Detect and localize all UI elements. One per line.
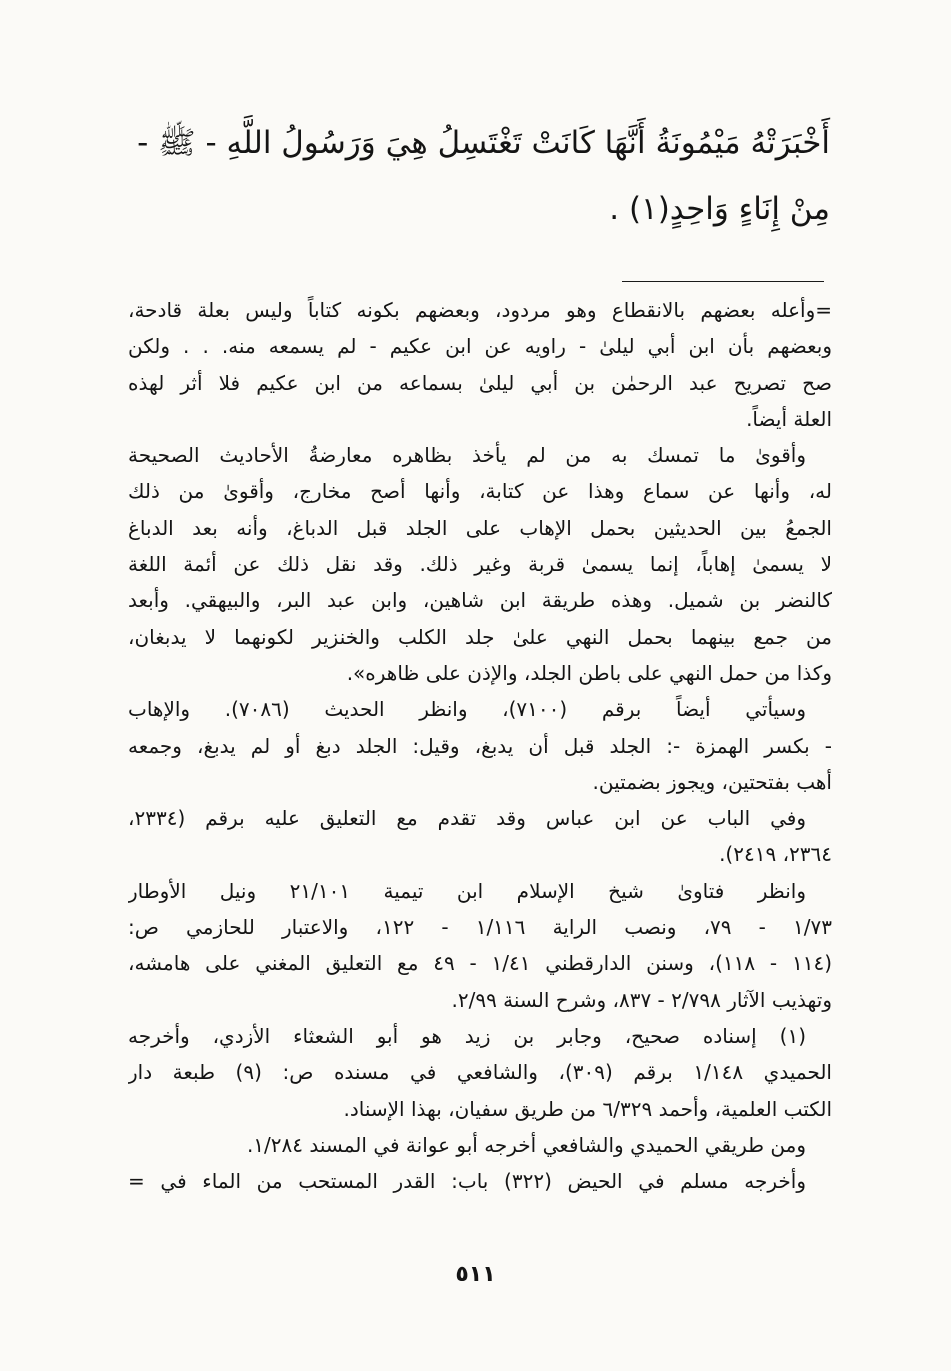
footnote-line: - بكسر الهمزة -: الجلد قبل أن يدبغ، وقيل: الجلد دبغ أو لم يدبغ، وجمعه xyxy=(128,733,832,758)
footnote-line: لا يسمىٰ إهاباً، إنما يسمىٰ قربة وغير ذلك. وقد نقل ذلك عن أئمة اللغة xyxy=(128,552,832,577)
footnote-line: من جمع بينهما بحمل النهي علىٰ جلد الكلب والخنزير لكونهما لا يدبغان، xyxy=(128,624,832,649)
footnote-paragraph xyxy=(128,800,832,873)
hadith-text xyxy=(130,110,830,242)
footnote-line: صح تصريح عبد الرحمٰن بن أبي ليلىٰ بسماعه من ابن عكيم فلا أثر لهذه xyxy=(128,370,832,395)
footnote-line: ١/٧٣ - ٧٩، ونصب الراية ١/١١٦ - ١٢٢، والاعتبار للحازمي ص: xyxy=(128,915,832,940)
footnotes xyxy=(128,292,832,1199)
footnote-line: وأخرجه مسلم في الحيض (٣٢٢) باب: القدر المستحب من الماء في = xyxy=(128,1169,807,1194)
footnote-paragraph xyxy=(128,1018,832,1127)
footnote-line: وفي الباب عن ابن عباس وقد تقدم مع التعليق عليه برقم (٢٣٣٤، xyxy=(128,806,806,831)
footnote-separator xyxy=(622,281,824,282)
footnote-line: العلة أيضاً. xyxy=(746,406,832,431)
footnote-line: أهب بفتحتين، ويجوز بضمتين. xyxy=(592,769,832,794)
footnote-line: الكتب العلمية، وأحمد ٦/٣٢٩ من طريق سفيان، بهذا الإسناد. xyxy=(343,1096,832,1121)
footnote-line: =وأعله بعضهم بالانقطاع وهو مردود، وبعضهم بكونه كتاباً وليس بعلة قادحة، xyxy=(128,298,832,322)
footnote-paragraph xyxy=(128,1163,832,1199)
footnote-line: الحميدي ١/١٤٨ برقم (٣٠٩)، والشافعي في مسنده ص: (٩) طبعة دار xyxy=(128,1060,832,1085)
footnote-line: وأقوىٰ ما تمسك به من لم يأخذ بظاهره معارضةُ الأحاديث الصحيحة xyxy=(128,443,806,468)
footnote-line: (١١٤ - ١١٨)، وسنن الدارقطني ١/٤١ - ٤٩ مع التعليق المغني على هامشه، xyxy=(128,951,832,976)
footnote-line: ٢٣٦٤، ٢٤١٩). xyxy=(719,842,832,867)
footnote-line: ومن طريقي الحميدي والشافعي أخرجه أبو عوانة في المسند ١/٢٨٤. xyxy=(246,1132,806,1157)
footnote-line: له، وأنها عن سماع وهذا عن كتابة، وأنها أصح مخارج، وأقوىٰ من ذلك xyxy=(128,479,832,504)
footnote-line: الجمعُ بين الحديثين بحمل الإهاب على الجلد قبل الدباغ، وأنه بعد الدباغ xyxy=(128,515,832,540)
hadith-line: أَخْبَرَتْهُ مَيْمُونَةُ أَنَّهَا كَانَتْ تَغْتَسِلُ هِيَ وَرَسُولُ اللَّهِ - ﷺ - xyxy=(137,125,830,161)
footnote-line: كالنضر بن شميل. وهذه طريقة ابن شاهين، وابن عبد البر، والبيهقي. وأبعد xyxy=(128,588,832,613)
footnote-line: وبعضهم بأن ابن أبي ليلىٰ - راويه عن ابن عكيم - لم يسمعه منه. . . ولكن xyxy=(128,334,832,359)
footnote-paragraph xyxy=(128,292,832,437)
footnote-line: وانظر فتاوىٰ شيخ الإسلام ابن تيمية ٢١/١٠١ ونيل الأوطار xyxy=(128,878,806,903)
page-number: ٥١١ xyxy=(455,1262,496,1287)
footnote-line: وتهذيب الآثار ٢/٧٩٨ - ٨٣٧، وشرح السنة ٢/٩٩. xyxy=(451,987,832,1012)
footnote-paragraph xyxy=(128,437,832,691)
footnote-paragraph xyxy=(128,873,832,1018)
footnote-paragraph xyxy=(128,691,832,800)
hadith-line: مِنْ إِنَاءٍ وَاحِدٍ(١) . xyxy=(609,191,830,227)
footnote-line: وكذا من حمل النهي على باطن الجلد، والإذن على ظاهره». xyxy=(346,660,832,685)
footnote-line: (١) إسناده صحيح، وجابر بن زيد هو أبو الشعثاء الأزدي، وأخرجه xyxy=(128,1023,806,1048)
footnote-line: وسيأتي أيضاً برقم (٧١٠٠)، وانظر الحديث (٧٠٨٦). والإهاب xyxy=(128,697,806,722)
footnote-paragraph xyxy=(128,1127,832,1163)
